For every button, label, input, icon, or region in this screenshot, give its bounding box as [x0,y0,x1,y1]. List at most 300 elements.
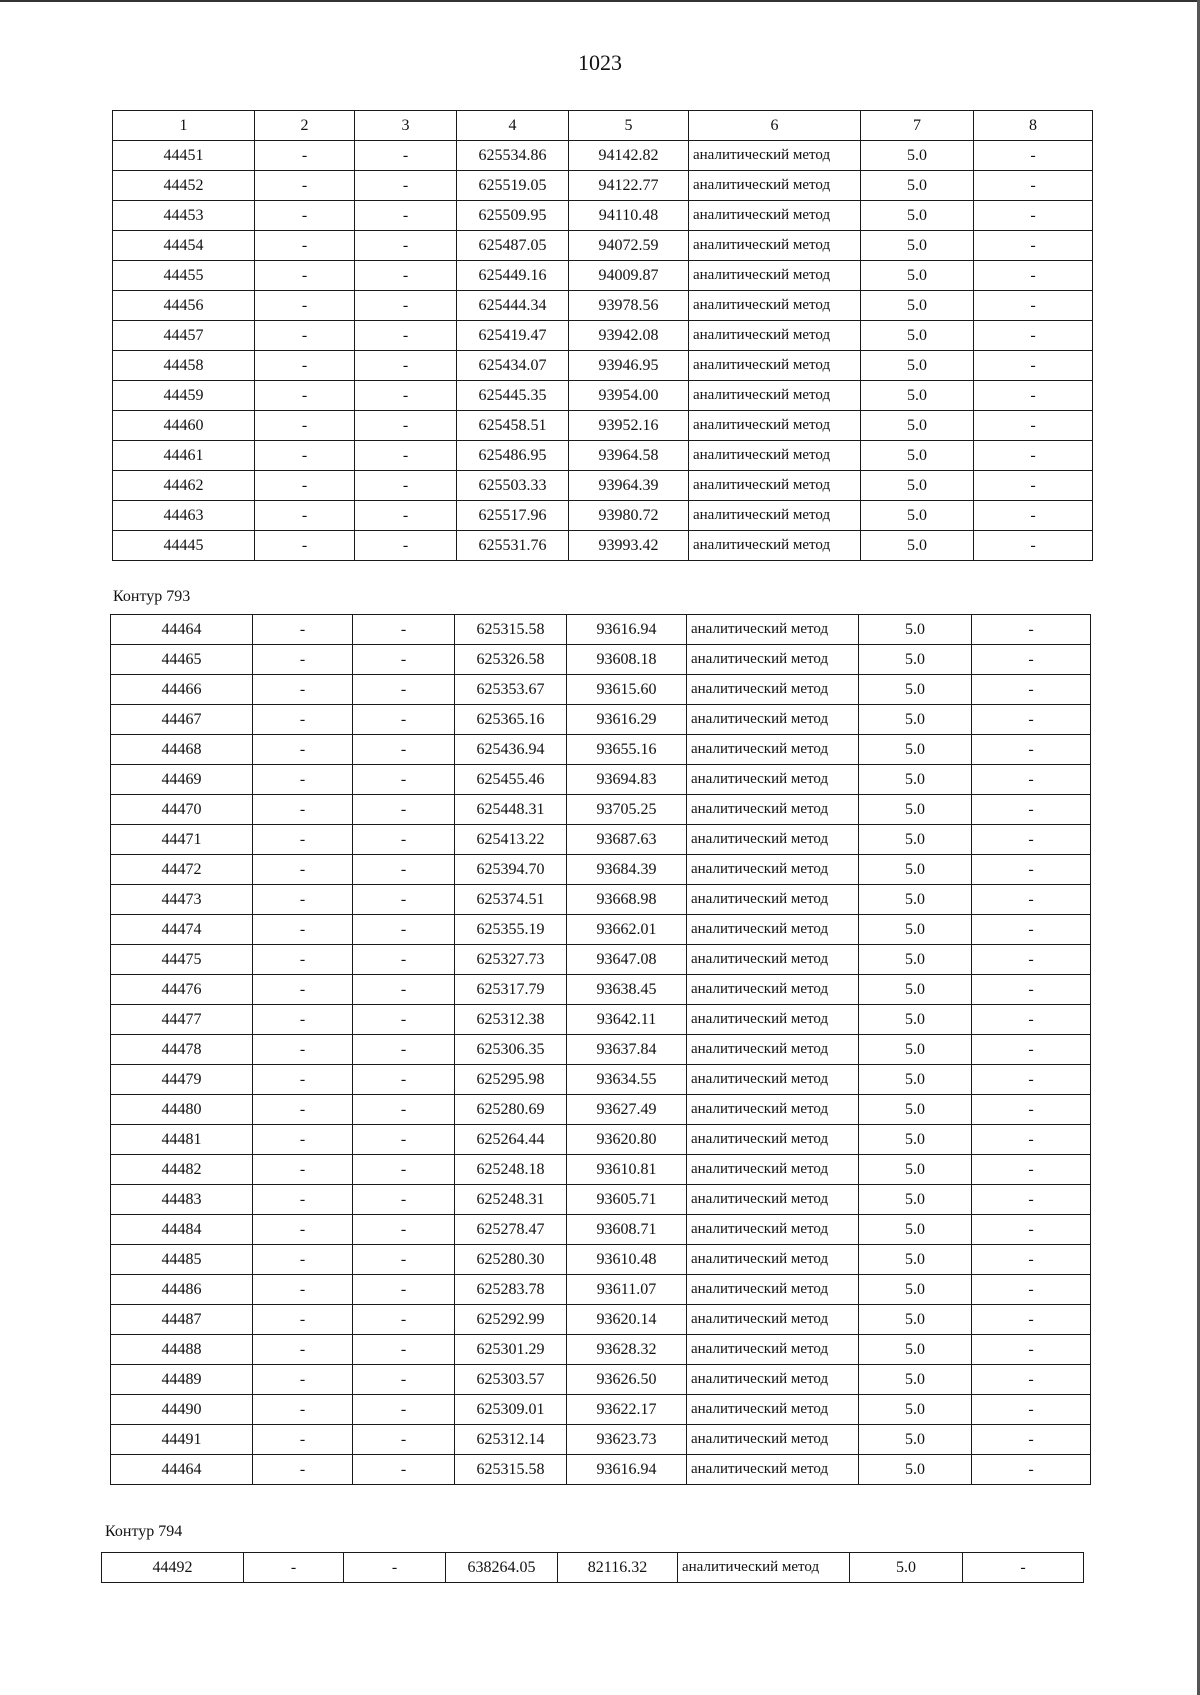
table-cell: - [253,1185,353,1215]
table-cell: - [972,645,1091,675]
table-cell: 5.0 [859,915,972,945]
table-row [111,1395,1091,1425]
table-cell: 93627.49 [567,1095,687,1125]
table-cell: - [972,1035,1091,1065]
table-cell: 625374.51 [455,885,567,915]
table-cell: 93608.71 [567,1215,687,1245]
table-cell: 82116.32 [558,1553,678,1583]
table-cell: аналитический метод [687,765,859,795]
table-cell: - [972,675,1091,705]
table-cell: - [355,381,457,411]
table-cell: 5.0 [859,645,972,675]
table-cell: 7 [861,111,974,141]
table-cell: 44491 [111,1425,253,1455]
table-cell: 44455 [113,261,255,291]
table-cell: - [253,1245,353,1275]
table-cell: - [255,201,355,231]
table-row [113,501,1093,531]
table-cell: - [253,675,353,705]
table-cell: - [355,231,457,261]
table-cell: - [972,1425,1091,1455]
table-row [113,441,1093,471]
table-cell: 44452 [113,171,255,201]
table-cell: - [353,1185,455,1215]
table-cell: 5.0 [859,1005,972,1035]
table-cell: 5.0 [861,531,974,561]
table-cell: - [355,171,457,201]
table-cell: 44461 [113,441,255,471]
table-cell: - [353,915,455,945]
table-cell: 625326.58 [455,645,567,675]
table-cell: 5.0 [859,615,972,645]
table-cell: 44469 [111,765,253,795]
table-cell: - [253,795,353,825]
page-number: 1023 [578,50,622,75]
table-row [111,1425,1091,1455]
table-cell: - [972,1155,1091,1185]
table-cell: 625436.94 [455,735,567,765]
table-cell: 625448.31 [455,795,567,825]
table-cell: 44481 [111,1125,253,1155]
table-cell: 44487 [111,1305,253,1335]
table-cell: - [355,261,457,291]
table-cell: 93615.60 [567,675,687,705]
table-cell: 5.0 [859,1395,972,1425]
table-row [111,1065,1091,1095]
table-cell: 625303.57 [455,1365,567,1395]
table-cell: - [974,411,1093,441]
table-cell: - [353,1065,455,1095]
table-cell: 4 [457,111,569,141]
table-row [111,975,1091,1005]
table-cell: - [974,231,1093,261]
table-cell: 44454 [113,231,255,261]
table-cell: 5.0 [859,825,972,855]
table-cell: - [253,735,353,765]
table-cell: 44459 [113,381,255,411]
table-cell: 93616.29 [567,705,687,735]
table-row [113,171,1093,201]
table-cell: 93964.58 [569,441,689,471]
table-cell: 5.0 [859,1215,972,1245]
table-cell: 5.0 [859,765,972,795]
table-cell: аналитический метод [687,975,859,1005]
table-cell: аналитический метод [689,381,861,411]
table-cell: 93620.80 [567,1125,687,1155]
table-cell: 5.0 [861,381,974,411]
table-cell: - [255,471,355,501]
table-cell: 44479 [111,1065,253,1095]
table-cell: аналитический метод [687,1065,859,1095]
table-cell: 93662.01 [567,915,687,945]
table-cell: 8 [974,111,1093,141]
table-cell: - [972,795,1091,825]
table-cell: аналитический метод [687,885,859,915]
table-cell: 93946.95 [569,351,689,381]
table-cell: - [255,141,355,171]
scan-edge-top [0,0,1200,2]
table-row [113,231,1093,261]
table-cell: 44482 [111,1155,253,1185]
table-cell: 625309.01 [455,1395,567,1425]
table-cell: 44465 [111,645,253,675]
table-cell: 5.0 [859,1035,972,1065]
coordinates-table [101,1552,1084,1583]
table-cell: 93668.98 [567,885,687,915]
table-row [113,261,1093,291]
table-cell: - [972,1245,1091,1275]
table-row [111,1155,1091,1185]
table-cell: - [253,615,353,645]
table-cell: - [255,411,355,441]
table-cell: - [253,915,353,945]
table-cell: 625292.99 [455,1305,567,1335]
table-cell: 625455.46 [455,765,567,795]
table-cell: 625306.35 [455,1035,567,1065]
table-cell: 5.0 [859,975,972,1005]
table-cell: - [972,1095,1091,1125]
table-cell: - [255,501,355,531]
table-cell: 93637.84 [567,1035,687,1065]
table-cell: - [974,471,1093,501]
table-cell: аналитический метод [689,411,861,441]
table-cell: - [972,705,1091,735]
table-cell: 5.0 [859,795,972,825]
table-cell: 5.0 [859,735,972,765]
table-cell: 93626.50 [567,1365,687,1395]
table-cell: 625278.47 [455,1215,567,1245]
table-row [111,1095,1091,1125]
table-cell: 93980.72 [569,501,689,531]
table-cell: - [253,1215,353,1245]
table-cell: 93620.14 [567,1305,687,1335]
table-cell: 44485 [111,1245,253,1275]
table-cell: аналитический метод [687,1095,859,1125]
table-cell: 625295.98 [455,1065,567,1095]
table-cell: 625487.05 [457,231,569,261]
table-cell: 93993.42 [569,531,689,561]
table-row [111,615,1091,645]
table-cell: аналитический метод [689,501,861,531]
table-cell: 44460 [113,411,255,441]
table-row [113,531,1093,561]
table-cell: аналитический метод [689,171,861,201]
table-cell: - [963,1553,1084,1583]
table-cell: аналитический метод [687,795,859,825]
table-row [111,855,1091,885]
table-cell: 625312.38 [455,1005,567,1035]
table-cell: - [972,615,1091,645]
table-row [111,735,1091,765]
table-cell: - [353,1245,455,1275]
table-cell: - [355,471,457,501]
table-header-row [113,111,1093,141]
table-cell: - [255,531,355,561]
table-cell: - [355,411,457,441]
table-cell: 5.0 [859,1425,972,1455]
table-cell: аналитический метод [687,1425,859,1455]
table-cell: - [244,1553,344,1583]
table-cell: 5.0 [859,1125,972,1155]
table-cell: - [355,351,457,381]
table-cell: аналитический метод [687,735,859,765]
table-cell: - [255,351,355,381]
table-cell: 625458.51 [457,411,569,441]
table-cell: 625280.69 [455,1095,567,1125]
table-cell: - [253,1395,353,1425]
table-row [111,825,1091,855]
table-cell: - [974,501,1093,531]
table-cell: - [253,765,353,795]
table-cell: 44475 [111,945,253,975]
table-cell: 93605.71 [567,1185,687,1215]
table-cell: 44464 [111,615,253,645]
table-cell: 44457 [113,321,255,351]
table-cell: - [255,381,355,411]
table-cell: 6 [689,111,861,141]
table-cell: 625517.96 [457,501,569,531]
table-cell: - [253,1425,353,1455]
table-row [111,1335,1091,1365]
table-cell: 5.0 [859,1305,972,1335]
table-cell: 625283.78 [455,1275,567,1305]
table-cell: - [353,1125,455,1155]
table-cell: аналитический метод [689,261,861,291]
table-cell: 5.0 [861,411,974,441]
table-row [111,1275,1091,1305]
table-cell: 625419.47 [457,321,569,351]
table-cell: 625317.79 [455,975,567,1005]
table-cell: 625365.16 [455,705,567,735]
table-cell: 5.0 [859,1335,972,1365]
table-cell: 44445 [113,531,255,561]
table-cell: 94142.82 [569,141,689,171]
table-cell: 5.0 [859,885,972,915]
table-cell: 5.0 [859,675,972,705]
table-cell: - [255,231,355,261]
table-cell: 93647.08 [567,945,687,975]
table-cell: аналитический метод [687,1005,859,1035]
table-cell: - [974,321,1093,351]
table-cell: - [974,171,1093,201]
table-cell: - [972,1065,1091,1095]
table-cell: 44462 [113,471,255,501]
table-cell: - [253,1125,353,1155]
table-cell: 44483 [111,1185,253,1215]
table-cell: 625486.95 [457,441,569,471]
table-cell: - [253,885,353,915]
table-cell: 44492 [102,1553,244,1583]
table-cell: - [253,1095,353,1125]
table-cell: аналитический метод [687,855,859,885]
table-row [111,1125,1091,1155]
table-cell: 44456 [113,291,255,321]
table-row [111,765,1091,795]
table-cell: аналитический метод [689,201,861,231]
table-cell: - [255,441,355,471]
table-cell: 44451 [113,141,255,171]
table-cell: 5.0 [861,201,974,231]
table-cell: 625301.29 [455,1335,567,1365]
table-cell: - [353,1305,455,1335]
table-cell: - [255,171,355,201]
table-cell: 5.0 [859,945,972,975]
table-row [113,411,1093,441]
table-cell: - [353,1155,455,1185]
table-cell: - [253,1365,353,1395]
table-row [111,1455,1091,1485]
table-cell: - [972,765,1091,795]
table-cell: 625280.30 [455,1245,567,1275]
table-cell: - [355,321,457,351]
table-cell: аналитический метод [687,1155,859,1185]
table-row [111,705,1091,735]
table-cell: - [974,381,1093,411]
table-cell: - [972,915,1091,945]
table-cell: 625434.07 [457,351,569,381]
table-cell: - [353,1005,455,1035]
table-cell: - [353,885,455,915]
table-cell: аналитический метод [687,645,859,675]
table-cell: - [353,1215,455,1245]
table-cell: - [353,1365,455,1395]
table-cell: 5.0 [859,1245,972,1275]
table-cell: 5.0 [861,501,974,531]
table-cell: аналитический метод [687,1125,859,1155]
table-cell: 625248.18 [455,1155,567,1185]
table-cell: 93616.94 [567,615,687,645]
table-cell: - [972,1125,1091,1155]
table-cell: - [974,201,1093,231]
table-cell: аналитический метод [687,825,859,855]
table-cell: 625315.58 [455,615,567,645]
table-row [113,351,1093,381]
table-cell: - [972,1365,1091,1395]
table-row [111,645,1091,675]
table-cell: аналитический метод [687,675,859,705]
table-cell: 1 [113,111,255,141]
table-cell: 93634.55 [567,1065,687,1095]
table-cell: 93610.48 [567,1245,687,1275]
table-cell: - [253,855,353,885]
table-cell: аналитический метод [687,1035,859,1065]
table-cell: 93705.25 [567,795,687,825]
table-cell: - [253,1335,353,1365]
table-cell: 625394.70 [455,855,567,885]
table-cell: 44484 [111,1215,253,1245]
table-cell: 625449.16 [457,261,569,291]
table-cell: - [353,675,455,705]
table-cell: 5.0 [859,1095,972,1125]
table-cell: 44486 [111,1275,253,1305]
table-row [111,1005,1091,1035]
table-cell: - [974,441,1093,471]
table-cell: - [353,1275,455,1305]
table-cell: 5 [569,111,689,141]
table-cell: 5.0 [859,1185,972,1215]
table-cell: 5.0 [850,1553,963,1583]
table-cell: - [253,945,353,975]
table-cell: аналитический метод [689,441,861,471]
table-cell: - [972,825,1091,855]
table-cell: - [972,945,1091,975]
table-cell: 93687.63 [567,825,687,855]
table-cell: - [972,1275,1091,1305]
contour-label: Контур 794 [105,1523,183,1540]
table-cell: 93642.11 [567,1005,687,1035]
table-cell: 625509.95 [457,201,569,231]
table-row [111,945,1091,975]
table-cell: - [353,1095,455,1125]
table-cell: аналитический метод [687,1365,859,1395]
table-cell: 5.0 [861,441,974,471]
table-row [111,1305,1091,1335]
table-cell: 93684.39 [567,855,687,885]
table-cell: 5.0 [861,291,974,321]
table-row [111,915,1091,945]
table-cell: 44463 [113,501,255,531]
table-row [111,795,1091,825]
table-cell: 93611.07 [567,1275,687,1305]
table-cell: аналитический метод [678,1553,850,1583]
table-cell: 625503.33 [457,471,569,501]
table-cell: 5.0 [861,231,974,261]
table-cell: - [255,291,355,321]
table-cell: аналитический метод [687,1185,859,1215]
table-cell: - [253,1005,353,1035]
table-row [111,1035,1091,1065]
table-cell: 625264.44 [455,1125,567,1155]
table-cell: - [972,1215,1091,1245]
table-cell: 5.0 [859,855,972,885]
table-cell: аналитический метод [689,351,861,381]
table-cell: 44464 [111,1455,253,1485]
table-cell: 44480 [111,1095,253,1125]
table-cell: - [353,1455,455,1485]
table-cell: - [972,735,1091,765]
table-cell: 44478 [111,1035,253,1065]
table-cell: - [255,261,355,291]
table-row [111,675,1091,705]
table-row [113,321,1093,351]
table-cell: 93610.81 [567,1155,687,1185]
table-cell: 625519.05 [457,171,569,201]
table-cell: аналитический метод [687,705,859,735]
table-cell: - [353,1035,455,1065]
table-cell: - [972,975,1091,1005]
table-cell: 5.0 [861,261,974,291]
table-cell: 44467 [111,705,253,735]
table-cell: 5.0 [859,1065,972,1095]
table-cell: 625312.14 [455,1425,567,1455]
table-cell: 94009.87 [569,261,689,291]
table-cell: - [353,945,455,975]
table-cell: - [972,855,1091,885]
table-cell: 5.0 [859,705,972,735]
table-cell: 44470 [111,795,253,825]
table-cell: 625353.67 [455,675,567,705]
table-cell: - [353,825,455,855]
table-cell: - [253,1305,353,1335]
table-cell: 93694.83 [567,765,687,795]
table-cell: аналитический метод [689,321,861,351]
table-cell: 2 [255,111,355,141]
table-cell: 94072.59 [569,231,689,261]
table-cell: 94110.48 [569,201,689,231]
table-cell: - [253,975,353,1005]
coordinates-table [110,614,1091,1485]
table-cell: 44468 [111,735,253,765]
